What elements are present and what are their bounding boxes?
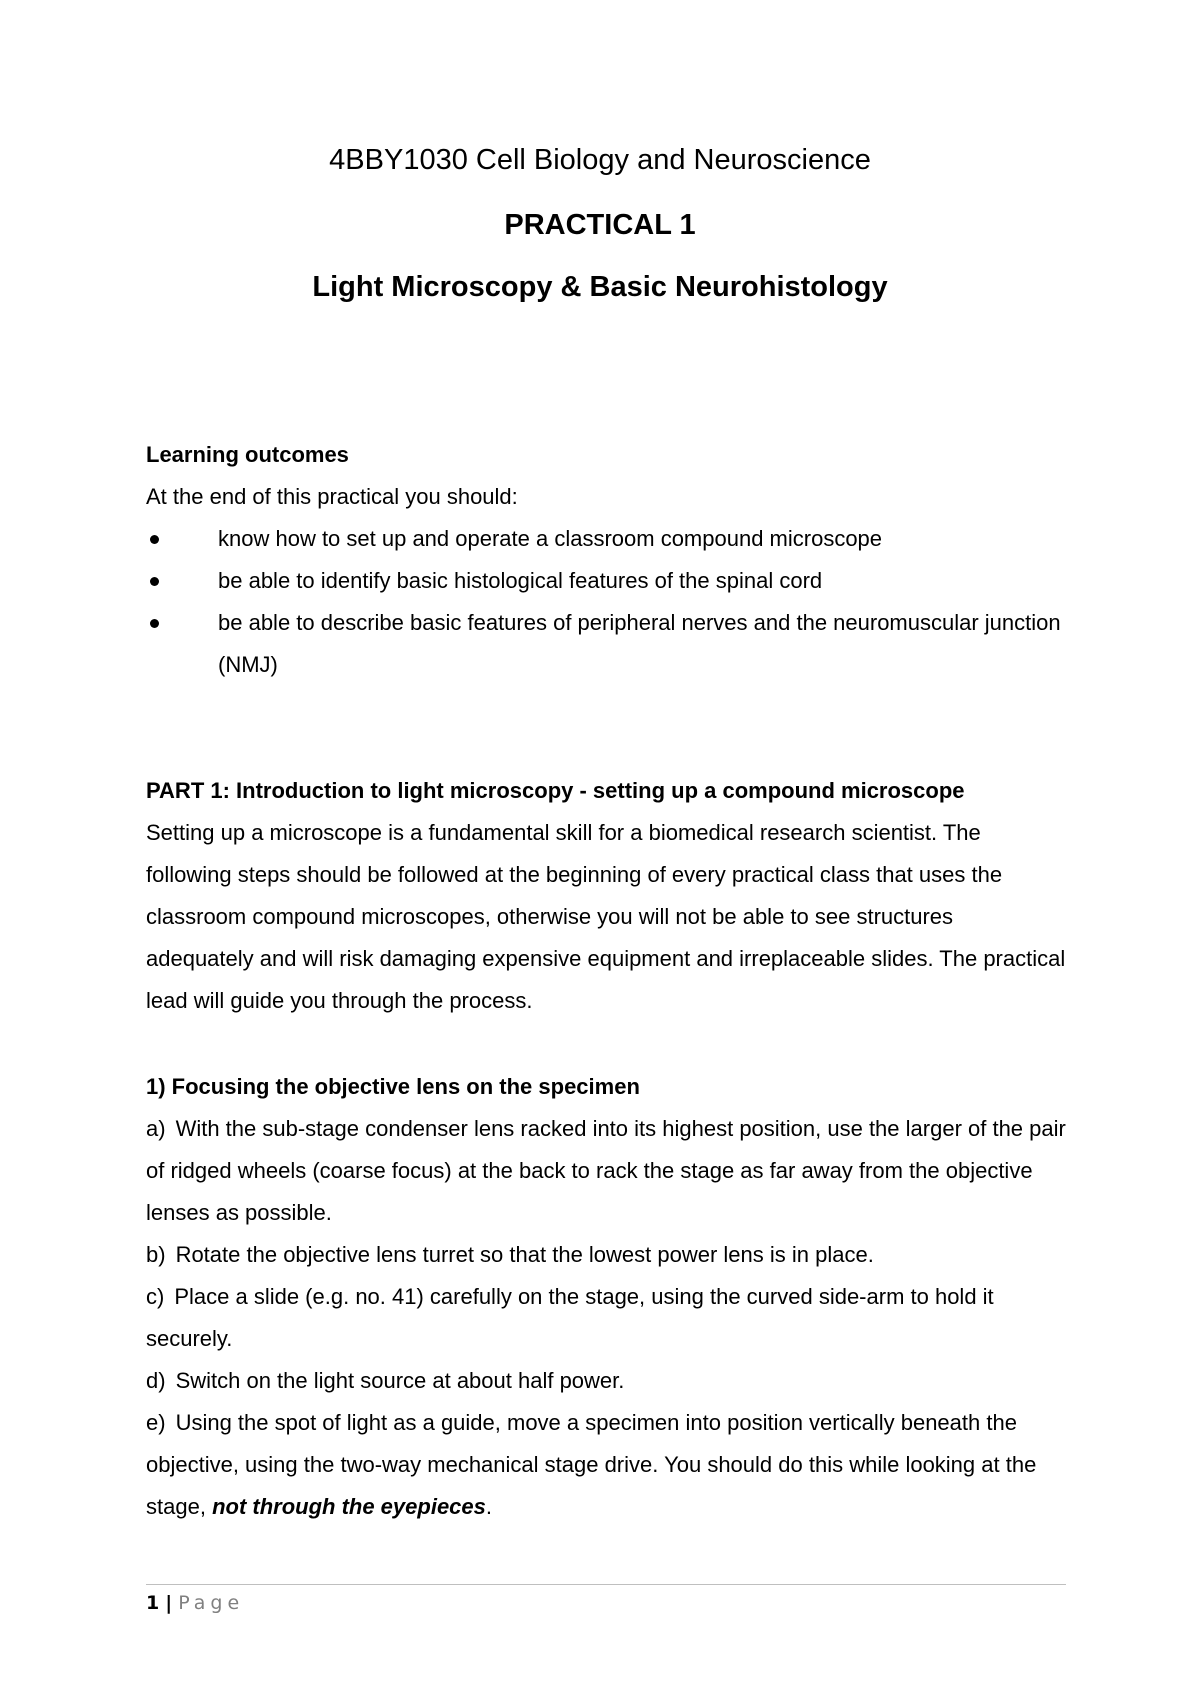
part1-heading: PART 1: Introduction to light microscopy - setting up a compound microscope: [146, 778, 965, 803]
learning-outcomes-intro: At the end of this practical you should:: [146, 484, 518, 509]
step-label: c): [146, 1284, 165, 1309]
list-item: [146, 518, 1066, 560]
list-item-text: be able to describe basic features of peripheral nerves and the neuromuscular junction (NMJ): [218, 610, 1061, 677]
bullet-icon: [150, 619, 159, 628]
step-text: With the sub-stage condenser lens racked into its highest position, use the larger of the pair of ridged wheels (coarse focus) at the back to rack the stage as far away from the objective lenses as possible.: [146, 1116, 1066, 1225]
step-item-e: [146, 1402, 1066, 1528]
step-item-b: [146, 1234, 1066, 1276]
list-item: [146, 602, 1066, 686]
footer-separator: |: [165, 1592, 173, 1614]
step-label: e): [146, 1410, 166, 1435]
step-item-d: [146, 1360, 1066, 1402]
step-label: a): [146, 1116, 166, 1141]
part1-section: [146, 770, 1066, 1022]
learning-outcomes-list: [146, 518, 1066, 686]
step1-heading: 1) Focusing the objective lens on the specimen: [146, 1074, 640, 1099]
bullet-icon: [150, 577, 159, 586]
step-text: Switch on the light source at about half power.: [175, 1368, 625, 1393]
learning-outcomes-heading: Learning outcomes: [146, 442, 349, 467]
course-title: 4BBY1030 Cell Biology and Neuroscience: [329, 144, 871, 176]
step-text: Using the spot of light as a guide, move a specimen into position vertically beneath the objective, using the two-way mechanical stage drive. You should do this while looking at the stage,: [146, 1410, 1037, 1519]
step-label: d): [146, 1368, 166, 1393]
bullet-icon: [150, 535, 159, 544]
step-item-a: [146, 1108, 1066, 1234]
step-tail: .: [485, 1494, 493, 1519]
page-number: 1: [146, 1592, 160, 1614]
step-emphasis: not through the eyepieces: [212, 1494, 486, 1519]
learning-outcomes-section: [146, 434, 1066, 686]
list-item: [146, 560, 1066, 602]
step-text: Place a slide (e.g. no. 41) carefully on the stage, using the curved side-arm to hold it securely.: [146, 1284, 994, 1351]
practical-title: PRACTICAL 1: [504, 209, 696, 241]
practical-subtitle: Light Microscopy & Basic Neurohistology: [312, 271, 888, 303]
step-label: b): [146, 1242, 166, 1267]
step-text: Rotate the objective lens turret so that the lowest power lens is in place.: [175, 1242, 874, 1267]
step1-section: [146, 1066, 1066, 1528]
page-footer: [146, 1588, 244, 1618]
step-item-c: [146, 1276, 1066, 1360]
footer-divider: [146, 1584, 1066, 1585]
part1-paragraph: Setting up a microscope is a fundamental skill for a biomedical research scientist. The following steps should be followed at the beginning of every practical class that uses the classroom compound microscopes, otherwise you will not be able to see structures adequately and will risk damaging expensive equipment and irreplaceable slides. The practical lead will guide you through the process.: [146, 820, 1066, 1013]
list-item-text: know how to set up and operate a classroom compound microscope: [218, 526, 883, 551]
list-item-text: be able to identify basic histological features of the spinal cord: [218, 568, 823, 593]
page-word: Page: [178, 1592, 245, 1614]
